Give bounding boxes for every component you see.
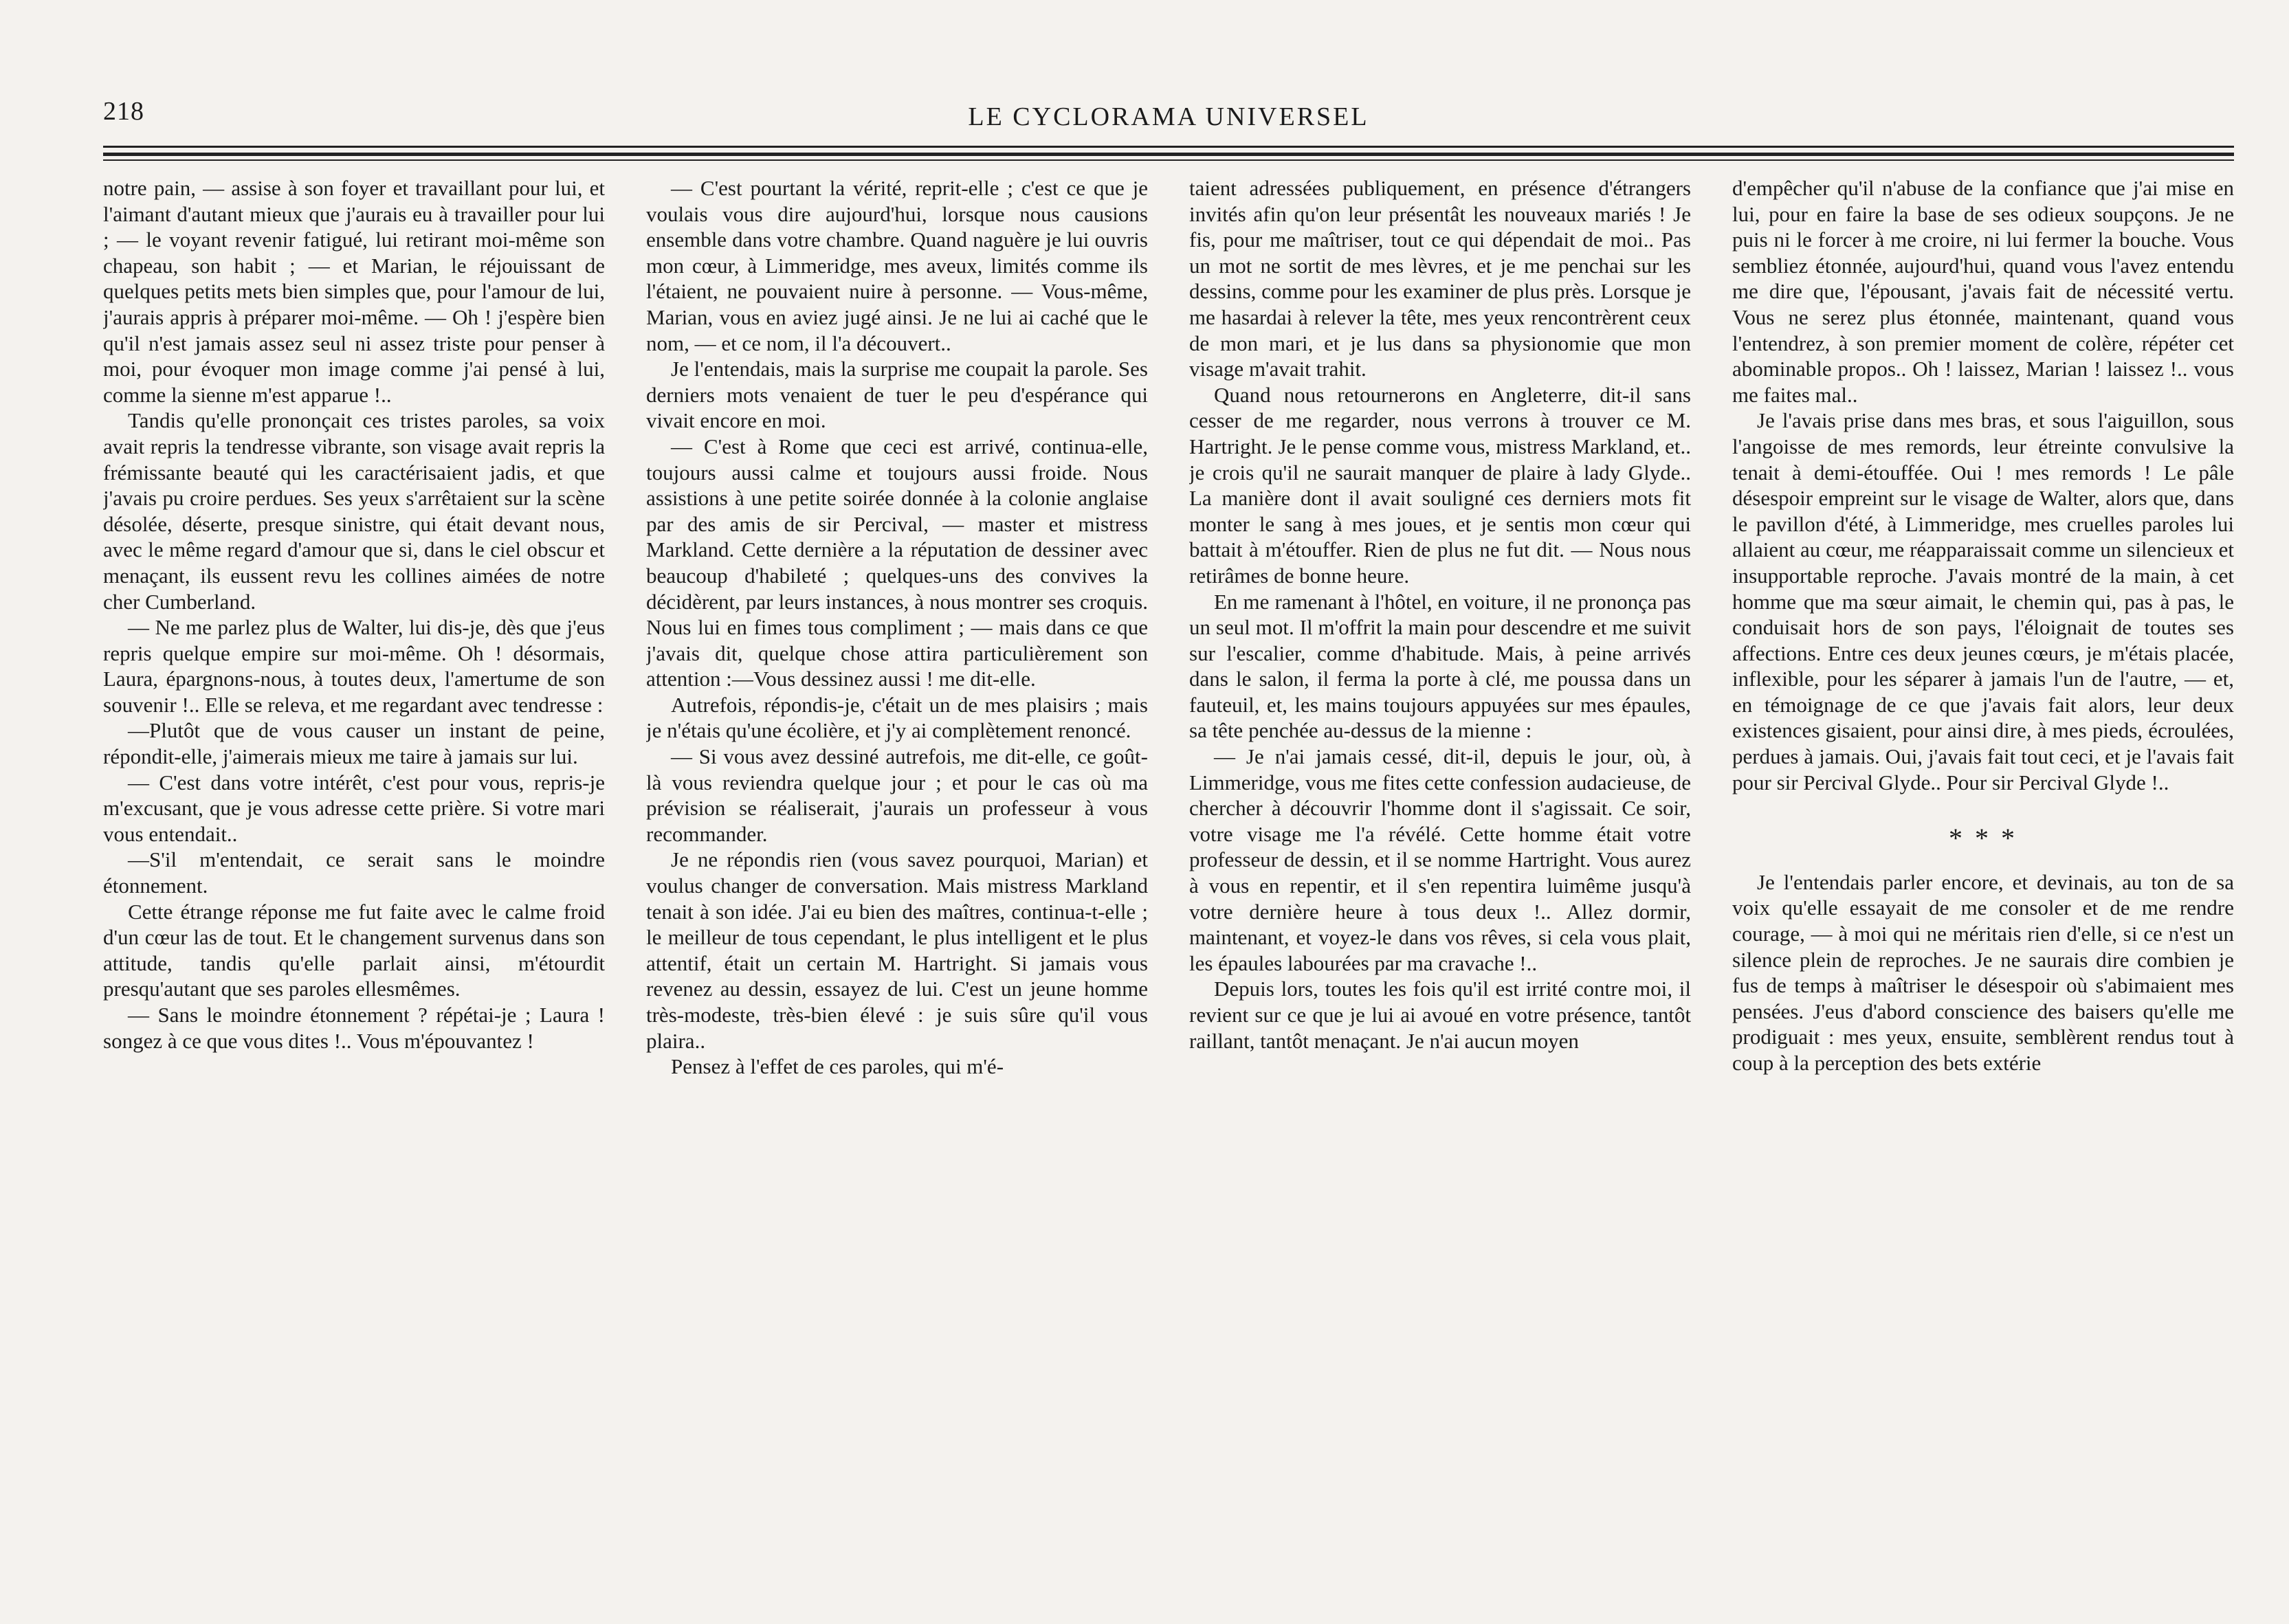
paragraph: Autrefois, répondis-je, c'était un de mes plaisirs ; mais je n'étais qu'une écolière, et j'y ai complètement renoncé. — [646, 692, 1148, 743]
paragraph: — Ne me parlez plus de Walter, lui dis-je, dès que j'eus repris quelque empire sur moi-même. Oh ! désormais, Laura, épargnons-nous, à toutes deux, l'amertume de son souvenir !.. Elle se releva, et me regardant avec tendresse : — [103, 615, 605, 717]
paragraph: Je ne répondis rien (vous savez pourquoi, Marian) et voulus changer de conversation. Mais mistress Markland tenait à son idée. J'ai eu bien des maîtres, continua-t-elle ; le meilleur de tous cependant, le plus intelligent et le plus attentif, était un certain M. Hartright. Si jamais vous revenez au dessin, essayez de lui. C'est un jeune homme très-modeste, très-bien élevé : je suis sûre qu'il vous plaira.. — [646, 847, 1148, 1053]
paragraph: d'empêcher qu'il n'abuse de la confiance que j'ai mise en lui, pour en faire la base de ses odieux soupçons. Je ne puis ni le forcer à me croire, ni lui fermer la bouche. Vous sembliez étonnée, aujourd'hui, quand vous l'avez entendu me dire que, l'épousant, j'avais fait de nécessité vertu. Vous ne serez plus étonnée, maintenant, quand vous l'entendrez, à son premier moment de colère, répéter cet abominable propos.. Oh ! laissez, Marian ! laissez !.. vous me faites mal.. — [1732, 176, 2234, 407]
paragraph: — C'est à Rome que ceci est arrivé, continua-elle, toujours aussi calme et toujours aussi froide. Nous assistions à une petite soirée donnée à la colonie anglaise par des amis de sir Percival, — master et mistress Markland. Cette dernière a la réputation de dessiner avec beaucoup d'habileté ; quelques-uns des convives la décidèrent, par leurs instances, à nous montrer ses croquis. Nous lui en fimes tous compliment ; — mais dans ce que j'avais dit, quelque chose attira particulièrement son attention :—Vous dessinez aussi ! me dit-elle. — [646, 434, 1148, 691]
header-rule — [103, 159, 2234, 161]
text-column-4 — [1732, 175, 2234, 1591]
paragraph: —S'il m'entendait, ce serait sans le moindre étonnement. — [103, 847, 605, 898]
text-column-1 — [103, 175, 605, 1591]
paragraph: Je l'entendais parler encore, et devinais, au ton de sa voix qu'elle essayait de me consoler et de me rendre courage, — à moi qui ne méritais rien d'elle, si ce n'est un silence plein de reproches. Je ne saurais dire combien je fus de temps à maîtriser le désespoir où s'abimaient mes pensées. J'eus d'abord conscience des baisers qu'elle me prodiguait : mes yeux, ensuite, semblèrent rendus tout à coup à la perception des bets extérie — [1732, 869, 2234, 1075]
paragraph: Tandis qu'elle prononçait ces tristes paroles, sa voix avait repris la tendresse vibrante, son visage avait repris la frémissante beauté qui les caractérisaient jadis, et que j'avais pu croire perdues. Ses yeux s'arrêtaient sur la scène désolée, déserte, presque sinistre, qui était devant nous, avec le même regard d'amour que si, dans le ciel obscur et menaçant, ils eussent revu les collines aimées de notre cher Cumberland. — [103, 408, 605, 614]
paragraph: Depuis lors, toutes les fois qu'il est irrité contre moi, il revient sur ce que je lui ai avoué en votre présence, tantôt raillant, tantôt menaçant. Je n'ai aucun moyen — [1189, 977, 1691, 1053]
text-columns — [103, 175, 2234, 1591]
paragraph: — Sans le moindre étonnement ? répétai-je ; Laura ! songez à ce que vous dites !.. Vous m'épouvantez ! — [103, 1003, 605, 1053]
paragraph: Je l'avais prise dans mes bras, et sous l'aiguillon, sous l'angoisse de mes remords, leur étreinte convulsive la tenait à demi-étouffée. Oui ! mes remords ! Le pâle désespoir empreint sur le visage de Walter, alors que, dans le pavillon d'été, à Limmeridge, mes cruelles paroles lui allaient au cœur, me réapparaissait comme un silencieux et insupportable reproche. J'avais montré de la main, à cet homme que ma sœur aimait, le chemin qui, pas à pas, le conduisait hors de son pays, l'éloignait de toutes ses affections. Entre ces deux jeunes cœurs, je m'étais placée, inflexible, pour les séparer à jamais l'un de l'autre, — et, en témoignage de ce que j'avais fait alors, leur deux existences gisaient, pour ainsi dire, à mes pieds, écroulées, perdues à jamais. Oui, j'avais fait tout ceci, et je l'avais fait pour sir Percival Glyde.. Pour sir Percival Glyde !.. — [1732, 408, 2234, 794]
text-column-2 — [646, 175, 1148, 1591]
paragraph: — C'est dans votre intérêt, c'est pour vous, repris-je m'excusant, que je vous adresse cette prière. Si votre mari vous entendait.. — [103, 770, 605, 846]
paragraph: taient adressées publiquement, en présence d'étrangers invités afin qu'on leur présentât les nouveaux mariés ! Je fis, pour me maîtriser, tout ce qui dépendait de moi.. Pas un mot ne sortit de mes lèvres, et je me penchai sur les dessins, comme pour les examiner de plus près. Lorsque je me hasardai à relever la tête, mes yeux rencontrèrent ceux de mon mari, et je lus dans sa physionomie que mon visage m'avait trahit. — [1189, 176, 1691, 381]
section-separator: * * * — [1949, 823, 2017, 854]
paragraph: — C'est pourtant la vérité, reprit-elle ; c'est ce que je voulais vous dire aujourd'hui, lorsque nous causions ensemble dans votre chambre. Quand naguère je lui ouvris mon cœur, à Limmeridge, mes aveux, limités comme ils l'étaient, ne pouvaient nuire à personne. — Vous-même, Marian, vous en aviez jugé ainsi. Je ne lui ai caché que le nom, — et ce nom, il l'a découvert.. — [646, 176, 1148, 355]
paragraph: Je l'entendais, mais la surprise me coupait la parole. Ses derniers mots venaient de tuer le peu d'espérance qui vivait encore en moi. — [646, 357, 1148, 433]
paragraph: — Je n'ai jamais cessé, dit-il, depuis le jour, où, à Limmeridge, vous me fites cette confession audacieuse, de chercher à découvrir l'homme dont il s'agissait. Ce soir, votre visage me l'a révélé. Cette homme était votre professeur de dessin, et il se nomme Hartright. Vous aurez à vous en repentir, et il s'en repentira luimême jusqu'à votre dernière heure à tous deux !.. Allez dormir, maintenant, et voyez-le dans vos rêves, si cela vous plait, les épaules labourées par ma cravache !.. — [1189, 744, 1691, 975]
paragraph: Pensez à l'effet de ces paroles, qui m'é- — [671, 1054, 1004, 1079]
page-header — [103, 96, 2234, 137]
paragraph: — Si vous avez dessiné autrefois, me dit-elle, ce goût-là vous reviendra quelque jour ; et pour le cas où ma prévision se réaliserait, j'aurais un professeur à vous recommander. — [646, 744, 1148, 846]
page-number: 218 — [103, 97, 144, 126]
text-column-3 — [1189, 175, 1691, 1591]
header-rule — [103, 153, 2234, 156]
paragraph: —Plutôt que de vous causer un instant de peine, répondit-elle, j'aimerais mieux me taire à jamais sur lui. — [103, 718, 605, 769]
paragraph: En me ramenant à l'hôtel, en voiture, il ne prononça pas un seul mot. Il m'offrit la main pour descendre et me suivit sur l'escalier, comme d'habitude. Mais, à peine arrivés dans le salon, il ferma la porte à clé, me poussa dans un fauteuil, et, les mains toujours appuyées sur mes épaules, sa tête penchée au-dessus de la mienne : — [1189, 589, 1691, 743]
header-rule — [103, 146, 2234, 148]
paragraph: Cette étrange réponse me fut faite avec le calme froid d'un cœur las de tout. Et le changement survenus dans son attitude, tandis qu'elle parlait ainsi, m'étourdit presqu'autant que ses paroles ellesmêmes. — [103, 899, 605, 1001]
paragraph: notre pain, — assise à son foyer et travaillant pour lui, et l'aimant d'autant mieux que j'aurais eu à travailler pour lui ; — le voyant revenir fatigué, lui retirant moi-même son chapeau, son habit ; — et Marian, le réjouissant de quelques petits mets bien simples que, pour l'amour de lui, j'aurais appris à préparer moi-même. — Oh ! j'espère bien qu'il n'est jamais assez seul ni assez triste pour penser à moi, pour évoquer mon image comme j'ai pensé à lui, comme la sienne m'est apparue !.. — [103, 176, 605, 407]
paragraph: Quand nous retournerons en Angleterre, dit-il sans cesser de me regarder, nous verrons à trouver ce M. Hartright. Je le pense comme vous, mistress Markland, et.. je crois qu'il ne saurait manquer de plaire à lady Glyde.. La manière dont il avait souligné ces derniers mots fit monter le sang à mes joues, et je sentis mon cœur qui battait à m'étouffer. Rien de plus ne fut dit. — Nous nous retirâmes de bonne heure. — [1189, 382, 1691, 588]
running-title: LE CYCLORAMA UNIVERSEL — [968, 102, 1369, 131]
